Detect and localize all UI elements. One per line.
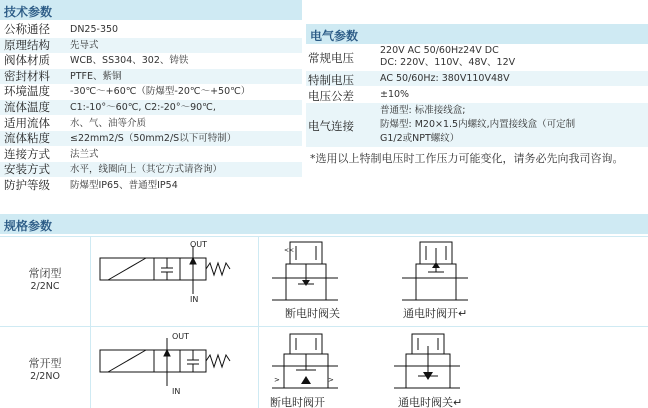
tech-label: 安装方式 xyxy=(4,162,50,177)
tech-label: 适用流体 xyxy=(4,115,50,130)
elec-value-line: DC: 220V、110V、48V、12V xyxy=(380,57,516,68)
svg-text:>: > xyxy=(328,376,334,384)
no-de-energized-diagram xyxy=(268,330,342,394)
tech-row xyxy=(0,100,302,115)
elec-value-line: 普通型: 标准接线盒; xyxy=(380,105,466,116)
elec-row-tolerance xyxy=(306,87,648,102)
nc-de-energized-diagram xyxy=(268,238,342,304)
tech-value: 先导式 xyxy=(70,39,99,51)
elec-row-connection xyxy=(306,103,648,147)
tech-label: 阀体材质 xyxy=(4,53,50,68)
tech-value: 水平，线圈向上（其它方式请咨询） xyxy=(70,164,223,176)
no-energized-diagram xyxy=(390,330,464,394)
elec-label: 电气连接 xyxy=(308,119,354,133)
tech-row xyxy=(0,69,302,84)
tech-value: -30℃～+60℃（防爆型-20℃～+50℃） xyxy=(70,86,251,98)
tech-row xyxy=(0,131,302,146)
valve-type-code: 2/2NC xyxy=(30,281,60,292)
nc-energized-diagram xyxy=(398,238,472,304)
elec-value-line: 防爆型: M20×1.5内螺纹,内置接线盒（可定制 xyxy=(380,119,576,130)
tech-row xyxy=(0,22,302,37)
tech-params-header xyxy=(0,0,302,20)
valve-type-code: 2/2NO xyxy=(30,371,60,382)
no-caption-off: 断电时阀开 xyxy=(270,396,325,408)
valve-type-label: 常闭型 xyxy=(28,267,62,280)
tech-row xyxy=(0,116,302,131)
elec-value-line: 220V AC 50/60Hz24V DC xyxy=(380,45,499,56)
tech-row xyxy=(0,147,302,162)
tech-row xyxy=(0,53,302,68)
tech-row xyxy=(0,84,302,99)
no-caption-on: 通电时阀关↵ xyxy=(398,396,463,408)
nc-caption-off: 断电时阀关 xyxy=(285,307,340,320)
elec-label: 常规电压 xyxy=(308,51,354,65)
elec-value-line: G1/2或NPT螺纹） xyxy=(380,133,460,144)
tech-label: 环境温度 xyxy=(4,84,50,99)
valve-type-label: 常开型 xyxy=(28,357,62,370)
elec-params-header xyxy=(306,24,648,44)
in-port-label: IN xyxy=(172,387,181,396)
tech-label: 连接方式 xyxy=(4,146,50,161)
nc-caption-on: 通电时阀开↵ xyxy=(403,307,468,320)
tech-label: 流体温度 xyxy=(4,100,50,114)
tech-label: 密封材料 xyxy=(4,68,50,83)
nc-valve-symbol xyxy=(98,244,248,306)
spec-params-title: 规格参数 xyxy=(4,219,53,233)
tech-label: 原理结构 xyxy=(4,37,50,52)
tech-label: 公称通径 xyxy=(4,22,50,36)
tech-row xyxy=(0,38,302,53)
tech-label: 防护等级 xyxy=(4,178,50,192)
elec-value-line: ±10% xyxy=(380,89,410,100)
tech-row xyxy=(0,162,302,177)
svg-text:>: > xyxy=(274,376,280,384)
elec-label: 电压公差 xyxy=(308,89,354,103)
spec-params-header xyxy=(0,214,648,234)
elec-row-voltage xyxy=(306,44,648,70)
tech-label: 流体粘度 xyxy=(4,131,50,146)
tech-params-title: 技术参数 xyxy=(4,5,53,19)
elec-row-special-voltage xyxy=(306,71,648,86)
tech-value: 防爆型IP65、普通型IP54 xyxy=(70,180,178,191)
tech-value: 水、气、油等介质 xyxy=(70,117,147,129)
elec-params-title: 电气参数 xyxy=(310,29,359,43)
tech-value: WCB、SS304、302、铸铁 xyxy=(70,55,189,67)
tech-value: 法兰式 xyxy=(70,148,99,160)
tech-value: DN25-350 xyxy=(70,24,119,35)
elec-value-line: AC 50/60Hz: 380V110V48V xyxy=(380,73,510,84)
tech-row xyxy=(0,178,302,193)
out-port-label: OUT xyxy=(172,332,190,341)
out-port-label: OUT xyxy=(190,240,208,249)
in-port-label: IN xyxy=(190,295,199,304)
tech-value: ≤22mm2/S（50mm2/S以下可特制） xyxy=(70,133,237,145)
elec-label: 特制电压 xyxy=(308,73,354,87)
svg-text:<<: << xyxy=(284,247,295,254)
tech-value: C1:-10°～60℃, C2:-20°～90℃, xyxy=(70,102,216,113)
tech-value: PTFE、紫铜 xyxy=(70,70,122,82)
elec-note: *选用以上特制电压时工作压力可能变化，请务必先向我司咨询。 xyxy=(310,152,624,165)
